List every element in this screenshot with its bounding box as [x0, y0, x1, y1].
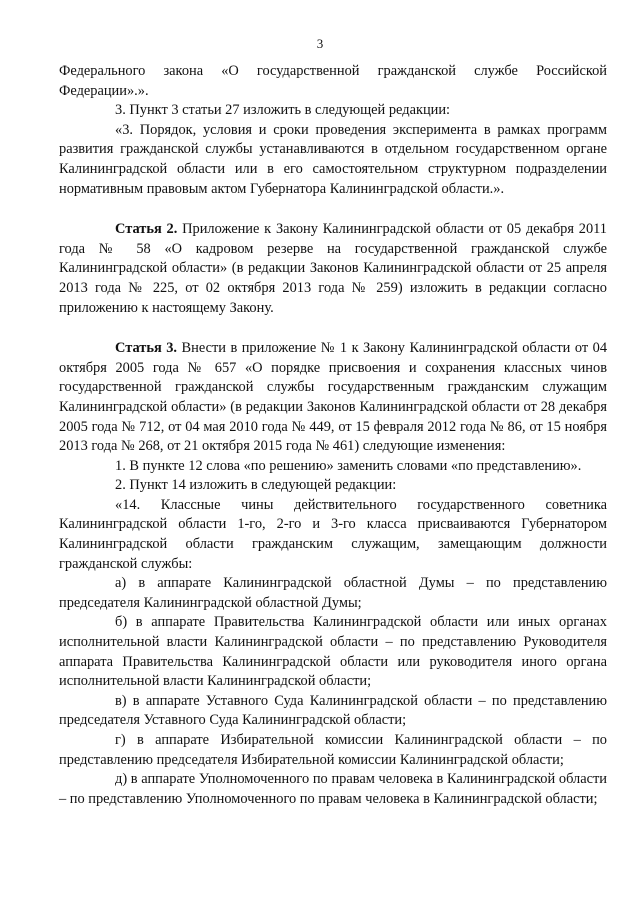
- article-3-text: Внести в приложение № 1 к Закону Калининградской области от 04 октября 2005 года № 657 «О порядке присвоения и сохранения классных чинов государственной гражданской службы государственным гражданским служащим Калининградской области» (в редакции Законов Калининградской области от 28 декабря 2005 года № 712, от 04 мая 2010 года № 449, от 15 февраля 2012 года № 86, от 15 ноября 2013 года № 268, от 21 октября 2015 года № 461) следующие изменения:: [59, 340, 608, 455]
- paragraph-article-3: [59, 339, 607, 457]
- article-2-heading: Статья 2.: [115, 221, 178, 238]
- paragraph-subitem-g: г) в аппарате Избирательной комиссии Калининградской области – по представлению председателя Избирательной комиссии Калининградской области;: [59, 732, 607, 768]
- page-number: 3: [316, 36, 324, 51]
- paragraph-subitem-a: а) в аппарате Калининградской областной Думы – по представлению председателя Калининградской областной Думы;: [59, 575, 607, 611]
- article-2-text: Приложение к Закону Калининградской области от 05 декабря 2011 года № 58 «О кадровом резерве на государственной гражданской службе Калининградской области» (в редакции Законов Калининградской области от 25 апреля 2013 года № 225, от 02 октября 2013 года № 259) изложить в редакции согласно приложению к настоящему Закону.: [59, 221, 608, 316]
- paragraph-subitem-b: б) в аппарате Правительства Калининградской области или иных органах исполнительной власти Калининградской области – по представлению Руководителя аппарата Правительства Калининградской области или руководителя иного органа исполнительной власти Калининградской области;: [59, 614, 607, 690]
- paragraph-law-reference-end: Федерального закона «О государственной гражданской службе Российской Федерации».».: [59, 63, 607, 99]
- document-body: [59, 62, 607, 809]
- paragraph-subitem-d: д) в аппарате Уполномоченного по правам человека в Калининградской области – по представлению Уполномоченного по правам человека в Калининградской области;: [59, 771, 607, 807]
- paragraph-item-3: 3. Пункт 3 статьи 27 изложить в следующей редакции:: [115, 102, 451, 119]
- paragraph-item-14: «14. Классные чины действительного государственного советника Калининградской области 1-го, 2-го и 3-го класса присваиваются Губернатором Калининградской области гражданским служащим, замещающим должности гражданской службы:: [59, 496, 607, 572]
- paragraph-subitem-v: в) в аппарате Уставного Суда Калининградской области – по представлению председателя Уставного Суда Калининградской области;: [59, 692, 607, 729]
- paragraph-change-1: 1. В пункте 12 слова «по решению» заменить словами «по представлению».: [115, 457, 582, 474]
- paragraph-change-2: 2. Пункт 14 изложить в следующей редакции:: [115, 477, 397, 494]
- paragraph-article-2: [59, 220, 607, 318]
- paragraph-item-3-text: «3. Порядок, условия и сроки проведения эксперимента в рамках программ развития гражданской службы устанавливаются в отдельном государственном органе Калининградской области или в его самостоятельном структурном подразделении нормативным правовым актом Губернатора Калининградской области.».: [59, 121, 607, 197]
- article-3-heading: Статья 3.: [115, 340, 178, 357]
